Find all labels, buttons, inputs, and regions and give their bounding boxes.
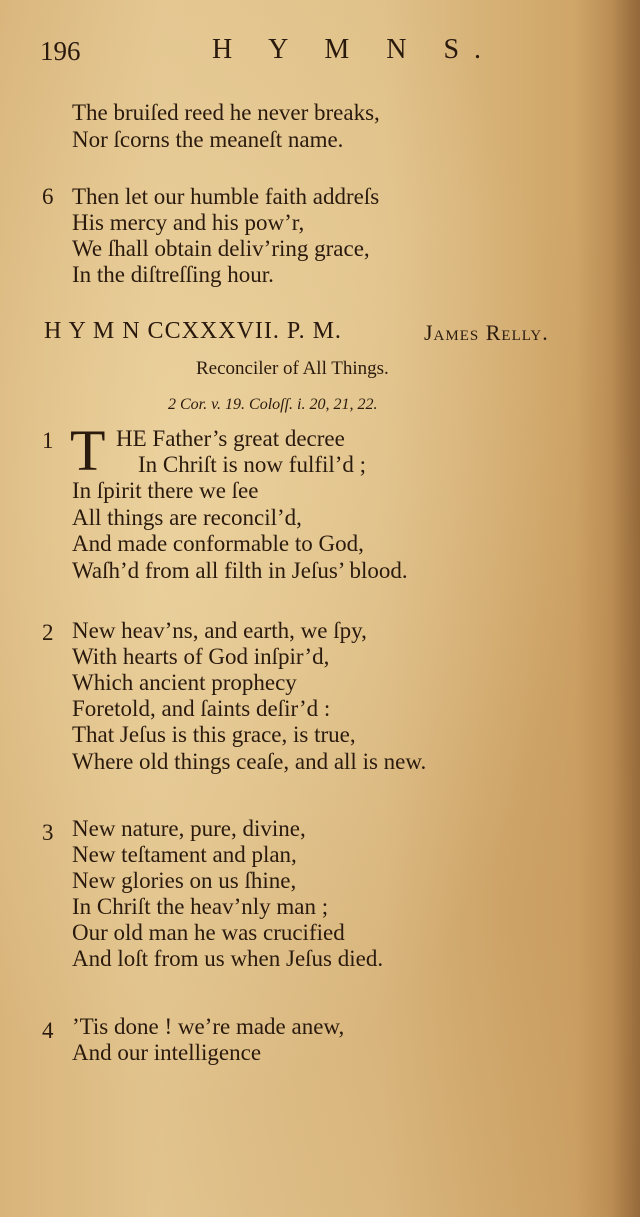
running-header: H Y M N S. [212,34,497,65]
verse-line: New glories on us ſhine, [72,868,297,893]
verse-line: We ſhall obtain deliv’ring grace, [72,236,370,261]
verse-number: 3 [42,820,54,845]
hymn-subtitle: Reconciler of All Things. [196,358,389,379]
verse-line: In Chriſt the heav’nly man ; [72,894,329,919]
verse-line: Which ancient prophecy [72,670,297,695]
hymn-title: H Y M N CCXXXVII. P. M. [44,318,342,344]
verse-line: With hearts of God inſpir’d, [72,644,330,669]
verse-number: 4 [42,1018,54,1043]
verse-line: That Jeſus is this grace, is true, [72,722,356,747]
verse-line: And loſt from us when Jeſus died. [72,946,384,971]
verse-line: ’Tis done ! we’re made anew, [72,1014,345,1039]
verse-line: And our intelligence [72,1040,262,1065]
verse-line: Our old man he was crucified [72,920,345,945]
page-number: 196 [40,36,81,66]
verse-line: In the diſtreſſing hour. [72,262,274,287]
verse-line: Nor ſcorns the meaneſt name. [72,127,344,152]
verse-line: Then let our humble faith addreſs [72,184,380,209]
verse-line: And made conformable to God, [72,531,364,556]
verse-line: All things are reconcil’d, [72,505,302,530]
scripture-references: 2 Cor. v. 19. Coloſſ. i. 20, 21, 22. [168,396,378,413]
verse-line: His mercy and his pow’r, [72,210,305,235]
verse-number: 6 [42,184,54,209]
verse-line: Waſh’d from all filth in Jeſus’ blood. [72,558,408,583]
drop-cap: T [70,418,106,483]
verse-line: Foretold, and ſaints deſir’d : [72,696,331,721]
verse-line: New nature, pure, divine, [72,816,306,841]
verse-line: HE Father’s great decree [116,426,345,451]
verse-number: 1 [42,428,54,453]
verse-number: 2 [42,620,54,645]
hymn-author: James Relly. [424,320,549,345]
verse-line: The bruiſed reed he never breaks, [72,100,380,125]
verse-line: In Chriſt is now fulfil’d ; [138,452,367,477]
verse-line: New teſtament and plan, [72,842,297,867]
verse-line: Where old things ceaſe, and all is new. [72,749,427,774]
verse-line: New heav’ns, and earth, we ſpy, [72,618,367,643]
verse-line: In ſpirit there we ſee [72,478,259,503]
